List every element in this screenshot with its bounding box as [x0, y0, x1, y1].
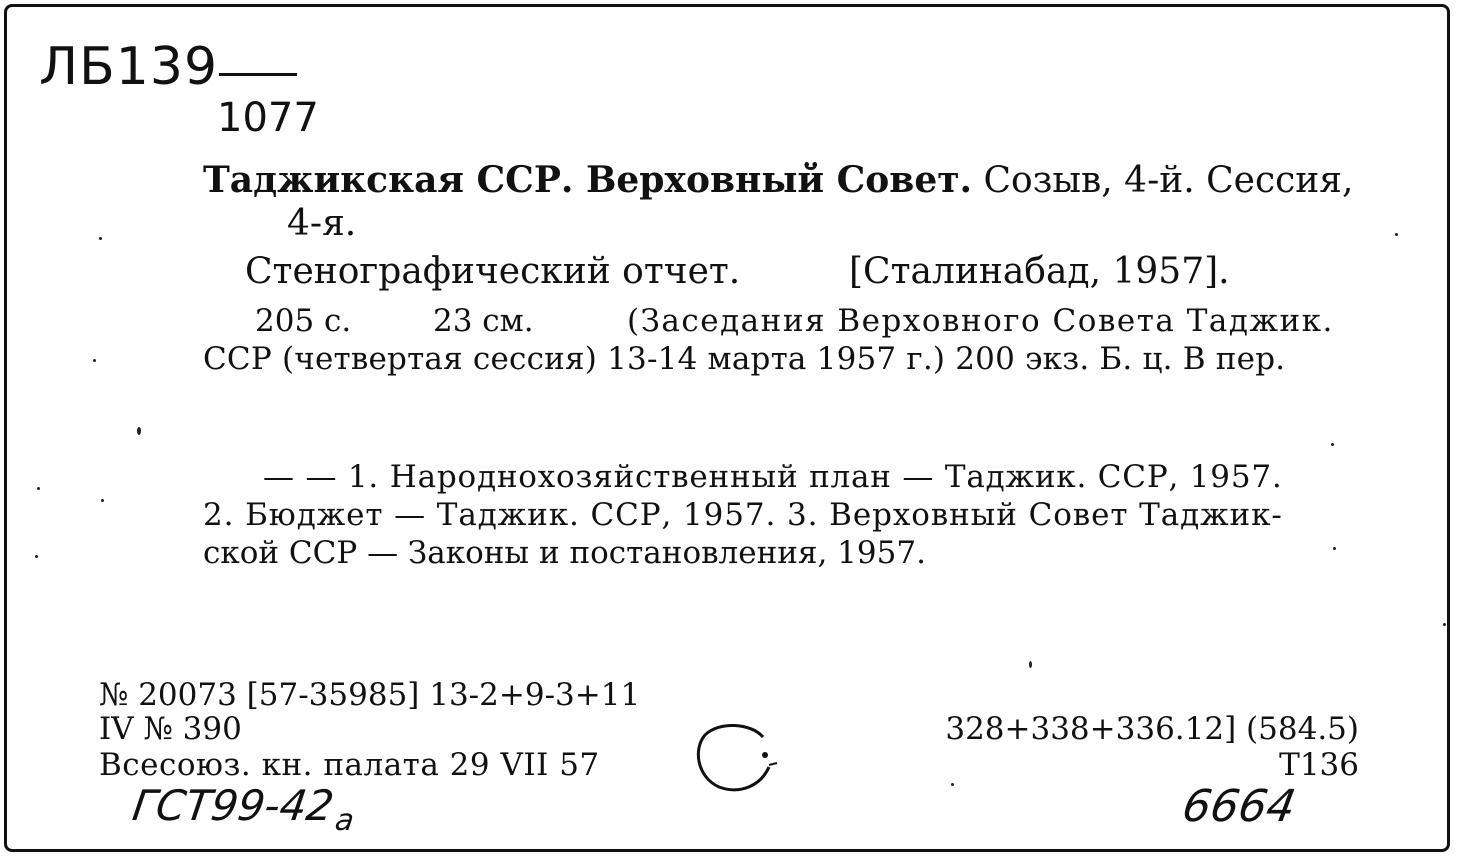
handwritten-code-left: [129, 781, 360, 838]
scan-speck: [1395, 233, 1398, 236]
heading-session: Созыв, 4-й. Сессия,: [983, 160, 1354, 201]
scan-speck: [137, 427, 141, 435]
scan-speck: [37, 487, 40, 490]
handwritten-code-left-suffix: а: [332, 803, 357, 838]
handwritten-code-right: 6664: [1178, 781, 1300, 832]
footer-iv-line: IV № 390: [99, 711, 242, 747]
scan-speck: [101, 499, 104, 502]
scan-speck: [1029, 661, 1032, 668]
heading-corporate-author: Таджикская ССР. Верховный Совет.: [203, 159, 973, 201]
scan-speck: [93, 359, 96, 362]
subject-line-2: 2. Бюджет — Таджик. ССР, 1957. 3. Верховный Совет Таджик-: [203, 497, 1283, 533]
scan-speck: [1443, 623, 1446, 626]
handwritten-shelfmark-top: ЛБ139: [39, 37, 219, 97]
scan-speck: [1331, 443, 1334, 446]
footer-chamber-line: Всесоюз. кн. палата 29 VII 57: [99, 747, 600, 783]
scan-speck: [1333, 547, 1336, 550]
handwritten-shelfmark-bottom: 1077: [217, 95, 319, 141]
entry-imprint: [Сталинабад, 1957].: [849, 251, 1230, 292]
entry-collation-line-1: [255, 303, 1363, 339]
shelfmark-fraction-line: [219, 73, 297, 76]
entry-heading-line-1: [203, 159, 1365, 201]
collation-note: (Заседания Верховного Совета Таджик.: [627, 303, 1334, 339]
punch-hole-circle: [691, 715, 787, 797]
entry-collation-line-2: ССР (четвертая сессия) 13-14 марта 1957 г.) 200 экз. Б. ц. В пер.: [203, 341, 1286, 377]
footer-author-mark: Т136: [1279, 747, 1359, 783]
subject-line-1: — — 1. Народнохозяйственный план — Таджик. ССР, 1957.: [263, 459, 1283, 495]
scan-speck: [99, 237, 102, 240]
subject-line-3: ской ССР — Законы и постановления, 1957.: [203, 535, 926, 571]
footer-classification: 328+338+336.12] (584.5): [945, 711, 1359, 747]
entry-title: Стенографический отчет.: [245, 251, 741, 292]
entry-heading-line-2: 4-я.: [287, 203, 357, 244]
collation-pages: 205 с.: [255, 303, 352, 339]
scan-speck: [35, 555, 38, 558]
catalog-card: [4, 4, 1450, 852]
scan-speck: [951, 783, 954, 786]
handwritten-code-left-main: ГСТ99-42: [129, 781, 337, 830]
collation-size: 23 см.: [433, 303, 534, 339]
footer-number-line: № 20073 [57-35985] 13-2+9-3+11: [99, 677, 641, 713]
